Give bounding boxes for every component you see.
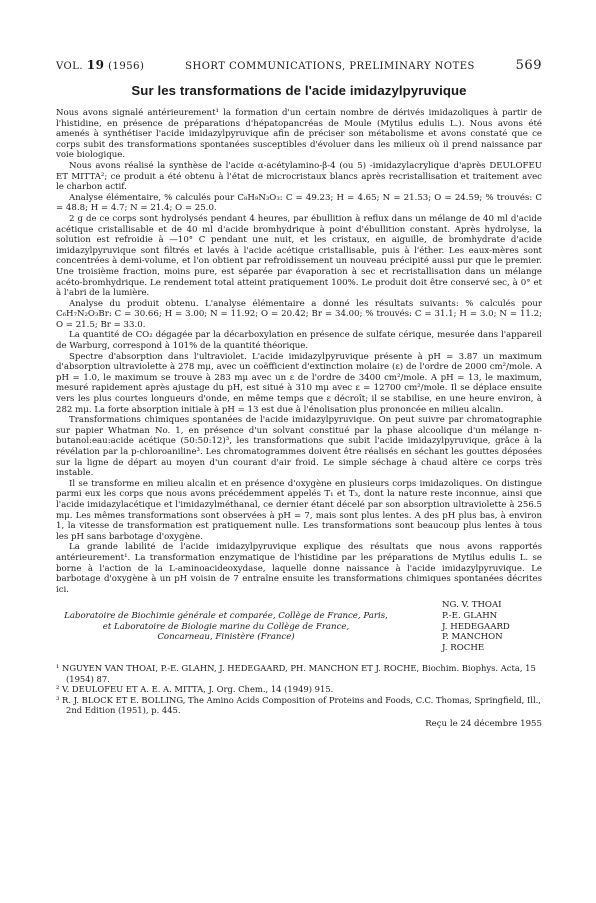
reference: ¹ NGUYEN VAN THOAI, P.-E. GLAHN, J. HEDEGAARD, PH. MANCHON ET J. ROCHE, Biochim. Biophys. Acta, 15 (1954) 87.	[56, 663, 536, 684]
paragraph: La grande labilité de l'acide imidazylpyruvique explique des résultats que nous avons rapportés antérieurement¹. La transformation enzymatique de l'histidine par les préparations de Mytilus edulis L. se borne à l'action de la L-aminoacideoxydase, laquelle donne naissance à l'acide imidazylpyruvique. Le barbotage d'oxygène à un pH voisin de 7 entraîne ensuite les transformations chimiques spontanées décrites ici.	[56, 542, 542, 595]
paragraph: 2 g de ce corps sont hydrolysés pendant 4 heures, par ébullition à reflux dans un mélange de 40 ml d'acide acétique cristallisable et de 40 ml d'acide bromhydrique à point d'ébullition constant. Après hydrolyse, la solution est refroidie à —10° C pendant une nuit, et les cristaux, en aiguille, de bromhydrate d'acide imidazylpyruvique sont filtrés et lavés à l'acide acétique cristallisable, puis à l'éther. Les eaux-mères sont concentrées à demi-volume, et l'on obtient par refroidissement un nouveau précipité aussi pur que le premier. Une troisième fraction, moins pure, est séparée par évaporation à sec et recristallisation dans un mélange acéto-bromhydrique. Le rendement total atteint pratiquement 100%. Le produit doit être conservé sec, à 0° et à l'abri de la lumière.	[56, 213, 542, 299]
affiliation-line: Laboratoire de Biochimie générale et comparée, Collège de France, Paris,	[64, 610, 388, 621]
author-name: P. MANCHON	[442, 632, 503, 643]
paragraph: Analyse élémentaire, % calculés pour C₈H₉N₃O₃: C = 49.23; H = 4.65; N = 21.53; O = 24.59; % trouvés: C = 48.8; H = 4.7; N = 21.4; O = 25.0.	[56, 192, 542, 214]
author-name: NG. V. THOAI	[442, 600, 502, 611]
running-header	[56, 58, 542, 73]
paragraph: Spectre d'absorption dans l'ultraviolet. L'acide imidazylpyruvique présente à pH = 3.87 un maximum d'absorption ultraviolette à 278 mμ, avec un coëfficient d'extinction molaire (ε) de l'ordre de 2000 cm²/mole. A pH = 1.0, le maximum se trouve à 283 mμ avec un ε de l'ordre de 3400 cm²/mole. A pH = 13, le maximum, mesuré rapidement après ajustage du pH, est situé à 310 mμ avec ε = 12700 cm²/mole. Il se déplace ensuite vers les plus courtes longueurs d'onde, en même temps que ε décroît; il se stabilise, en une heure environ, à 282 mμ. La forte absorption initiale à pH = 13 est due à l'énolisation plus prononcée en milieu alcalin.	[56, 351, 542, 415]
affiliation-line: et Laboratoire de Biologie marine du Collège de France,	[102, 621, 350, 632]
author-name: J. HEDEGAARD	[442, 621, 510, 632]
paragraph: Transformations chimiques spontanées de l'acide imidazylpyruvique. On peut suivre par chromatographie sur papier Whatman No. 1, en présence d'un solvant constitué par la phase alcoolique d'un mélange n-butanol:eau:acide acétique (50:50:12)³, les transformations que subit l'acide imidazylpyruvique, grâce à la révélation par la p-chloroaniline³. Les chromatogrammes doivent être réalisés en séchant les gouttes déposées sur la ligne de départ au moyen d'un courant d'air froid. Le simple séchage à chaud altère ce corps très instable.	[56, 415, 542, 479]
paragraph: Il se transforme en milieu alcalin et en présence d'oxygène en plusieurs corps imidazoliques. On distingue parmi eux les corps que nous avons précédemment appelés T₁ et T₃, dont la nature reste inconnue, ainsi que l'acide imidazylacétique et l'imidazylméthanal, ce dernier étant décelé par son absorption ultraviolette à 256.5 mμ. Les mêmes transformations sont observées à pH = 7, mais sont plus lentes. A des pH plus bas, à environ 1, la vitesse de transformation est pratiquement nulle. Les transformations sont beaucoup plus lentes à tous les pH sans barbotage d'oxygène.	[56, 478, 542, 542]
volume-info	[56, 58, 144, 72]
article-body	[56, 108, 542, 595]
volume-number: 19	[86, 58, 105, 72]
section-title: SHORT COMMUNICATIONS, PRELIMINARY NOTES	[185, 61, 475, 72]
received-date: Reçu le 24 décembre 1955	[425, 718, 542, 729]
signature-block	[56, 600, 542, 653]
paragraph: Analyse du produit obtenu. L'analyse élémentaire a donné les résultats suivants: % calculés pour C₆H₇N₂O₃Br: C = 30.66; H = 3.00; N = 11.92; O = 20.42; Br = 34.00; % trouvés: C = 31.1; H = 3.0; N = 11.2; O = 21.5; Br = 33.0.	[56, 298, 542, 330]
author-name: P.-E. GLAHN	[442, 610, 498, 621]
page-number: 569	[515, 58, 542, 73]
paragraph: Nous avons signalé antérieurement¹ la formation d'un certain nombre de dérivés imidazoliques à partir de l'histidine, en présence de préparations d'hépatopancréas de Moule (Mytilus edulis L.). Nous avons été amenés à synthétiser l'acide imidazylpyruvique afin de préciser son métabolisme et avons constaté que ce corps subit des transformations spontanées susceptibles d'évoluer dans les milieux où il prend naissance par voie biologique.	[56, 108, 542, 161]
references	[56, 663, 542, 716]
paragraph: La quantité de CO₂ dégagée par la décarboxylation en présence de sulfate cérique, mesurée dans l'appareil de Warburg, correspond à 101% de la quantité théorique.	[56, 330, 542, 352]
paragraph: Nous avons réalisé la synthèse de l'acide α-acétylamino-β-4 (ou 5) -imidazylacrylique d'après DEULOFEU ET MITTA²; ce produit a été obtenu à l'état de microcristaux blancs après recristallisation et traitement avec le charbon actif.	[56, 160, 542, 193]
author-name: J. ROCHE	[442, 642, 485, 653]
author-list	[442, 600, 542, 653]
volume-year: (1956)	[108, 61, 145, 72]
affiliation	[56, 600, 396, 653]
volume-prefix: VOL.	[56, 61, 84, 72]
reference: ² V. DEULOFEU ET A. E. A. MITTA, J. Org. Chem., 14 (1949) 915.	[56, 684, 334, 695]
affiliation-line: Concarneau, Finistère (France)	[157, 632, 295, 643]
article-title: Sur les transformations de l'acide imidazylpyruvique	[131, 83, 467, 98]
page	[56, 58, 542, 729]
reference: ³ R. J. BLOCK ET E. BOLLING, The Amino Acids Composition of Proteins and Foods, C.C. Thomas, Springfield, Ill., 2nd Edition (1951), p. 445.	[56, 694, 541, 716]
